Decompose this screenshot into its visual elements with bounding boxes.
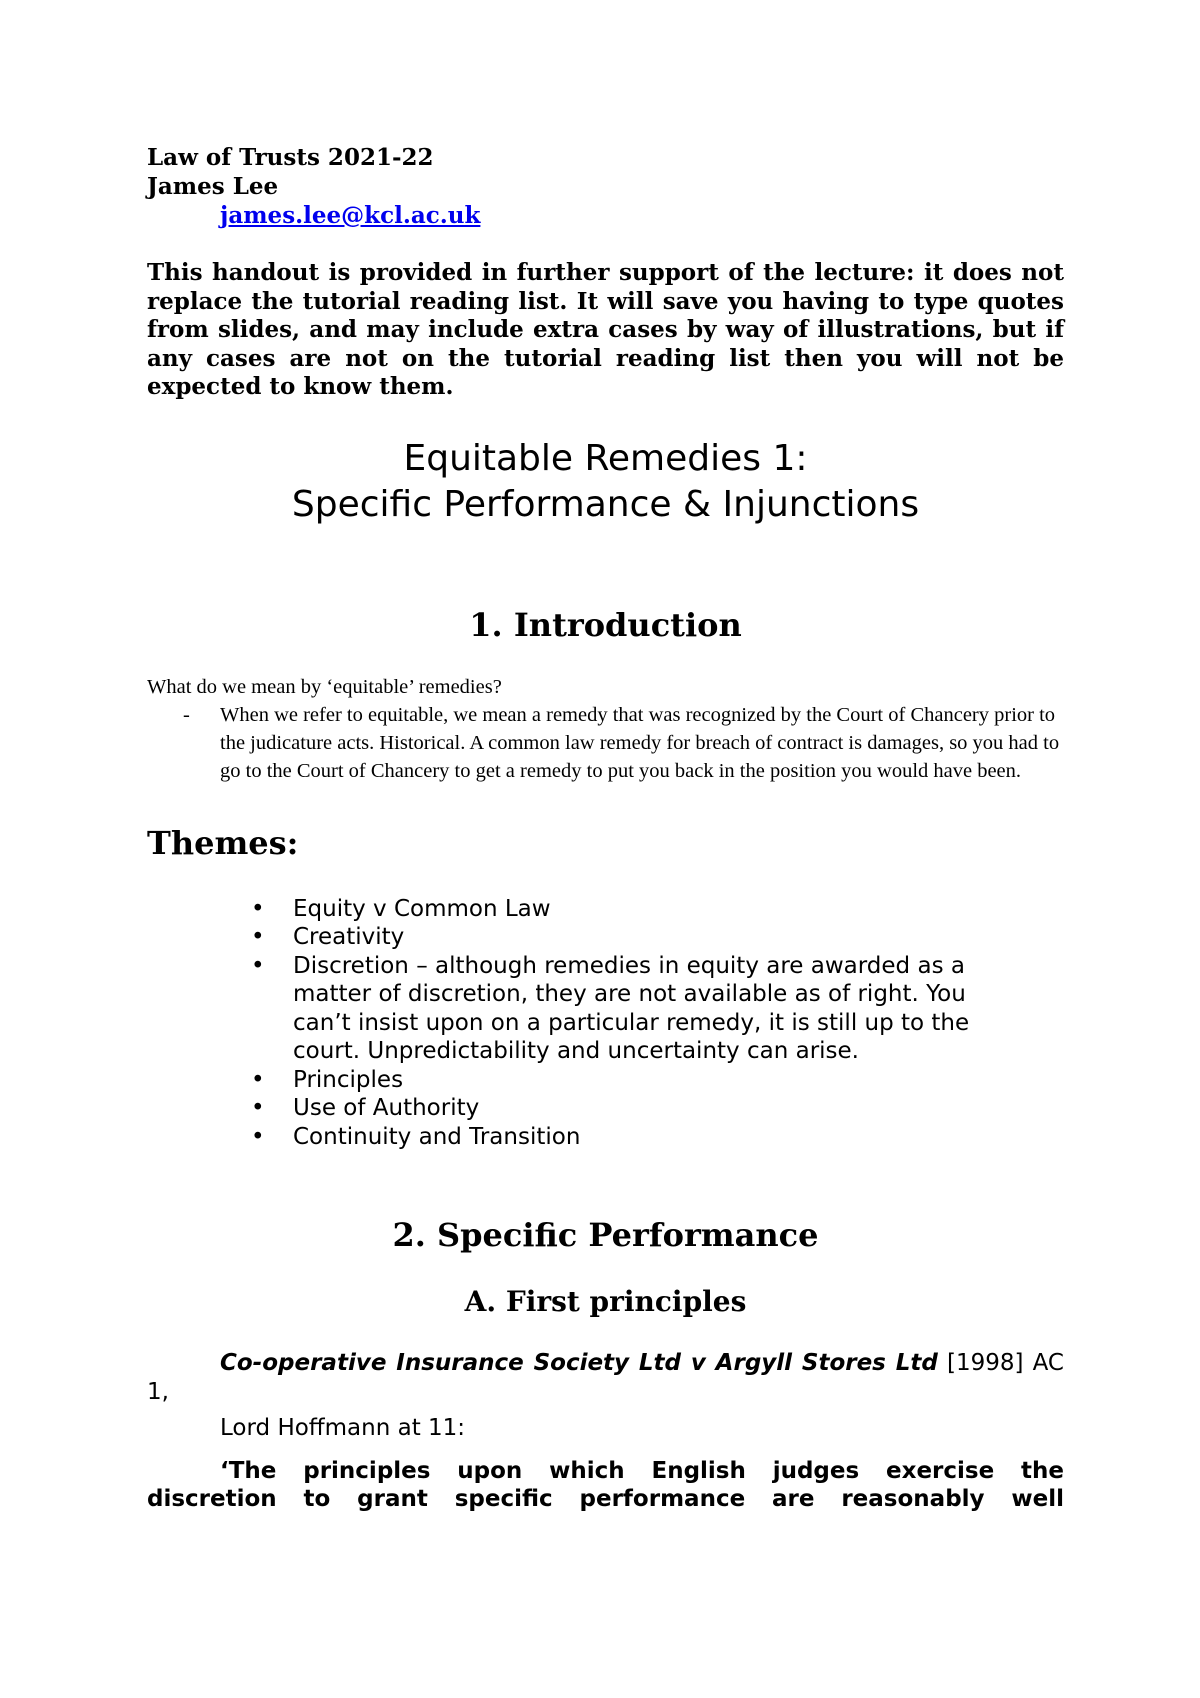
bullet-icon: • xyxy=(251,952,265,979)
bullet-icon: • xyxy=(251,1123,265,1150)
dash-list-item xyxy=(147,701,1064,785)
list-item-text: Principles xyxy=(293,1066,404,1093)
course-title: Law of Trusts 2021-22 xyxy=(147,144,434,171)
list-item-text: Continuity and Transition xyxy=(293,1123,581,1150)
list-item xyxy=(147,895,1064,924)
list-item-text: Use of Authority xyxy=(293,1095,480,1121)
section-heading-introduction: 1. Introduction xyxy=(469,605,742,644)
dash-marker: - xyxy=(183,703,190,726)
list-item xyxy=(147,1066,1064,1095)
disclaimer-paragraph: This handout is provided in further support of the lecture: it does not replace the tutorial reading list. It will save you having to type quotes from slides, and may include extra cases by way of illustrations, but if any cases are not on the tutorial reading list then you will not be expected to know them. xyxy=(147,259,1064,400)
judge-attribution: Lord Hoffmann at 11: xyxy=(220,1415,466,1441)
themes-list xyxy=(147,895,1064,1152)
case-citation-line xyxy=(147,1349,1064,1406)
subsection-heading-first-principles: A. First principles xyxy=(464,1285,747,1318)
author-name: James Lee xyxy=(147,173,279,200)
case-citation: [1998] AC 1, xyxy=(147,1350,1064,1405)
bullet-icon: • xyxy=(251,924,265,950)
list-item xyxy=(147,952,1064,1066)
document-page xyxy=(147,143,1064,1514)
section-heading-specific-performance: 2. Specific Performance xyxy=(392,1216,819,1254)
list-item xyxy=(147,1123,1064,1152)
themes-heading: Themes: xyxy=(147,823,299,862)
author-email-link[interactable]: james.lee@kcl.ac.uk xyxy=(220,202,481,229)
list-item-text: Discretion – although remedies in equity are awarded as a matter of discretion, they are not available as of right. You can’t insist upon on a particular remedy, it is still up to the court. Unpredictability and uncertainty can arise. xyxy=(293,952,970,1064)
list-item xyxy=(147,923,1064,952)
list-item xyxy=(147,1094,1064,1123)
document-title xyxy=(147,436,1064,528)
intro-question: What do we mean by ‘equitable’ remedies? xyxy=(147,675,502,698)
bullet-icon: • xyxy=(251,1066,265,1093)
title-line-1: Equitable Remedies 1: xyxy=(403,437,808,479)
list-item-text: Creativity xyxy=(293,924,405,950)
title-line-2: Specific Performance & Injunctions xyxy=(291,483,920,525)
bullet-icon: • xyxy=(251,1095,265,1121)
bullet-icon: • xyxy=(251,895,265,922)
case-quote: ‘The principles upon which English judges exercise the discretion to grant specific performance are reasonably well xyxy=(147,1457,1064,1512)
intro-answer: When we refer to equitable, we mean a remedy that was recognized by the Court of Chancery prior to the judicature acts. Historical. A common law remedy for breach of contract is damages, so you had to go to the Court of Chancery to get a remedy to put you back in the position you would have been. xyxy=(220,703,1060,782)
list-item-text: Equity v Common Law xyxy=(293,895,551,922)
case-name: Co-operative Insurance Society Ltd v Argyll Stores Ltd xyxy=(220,1350,938,1376)
case-reference xyxy=(147,1349,1064,1514)
